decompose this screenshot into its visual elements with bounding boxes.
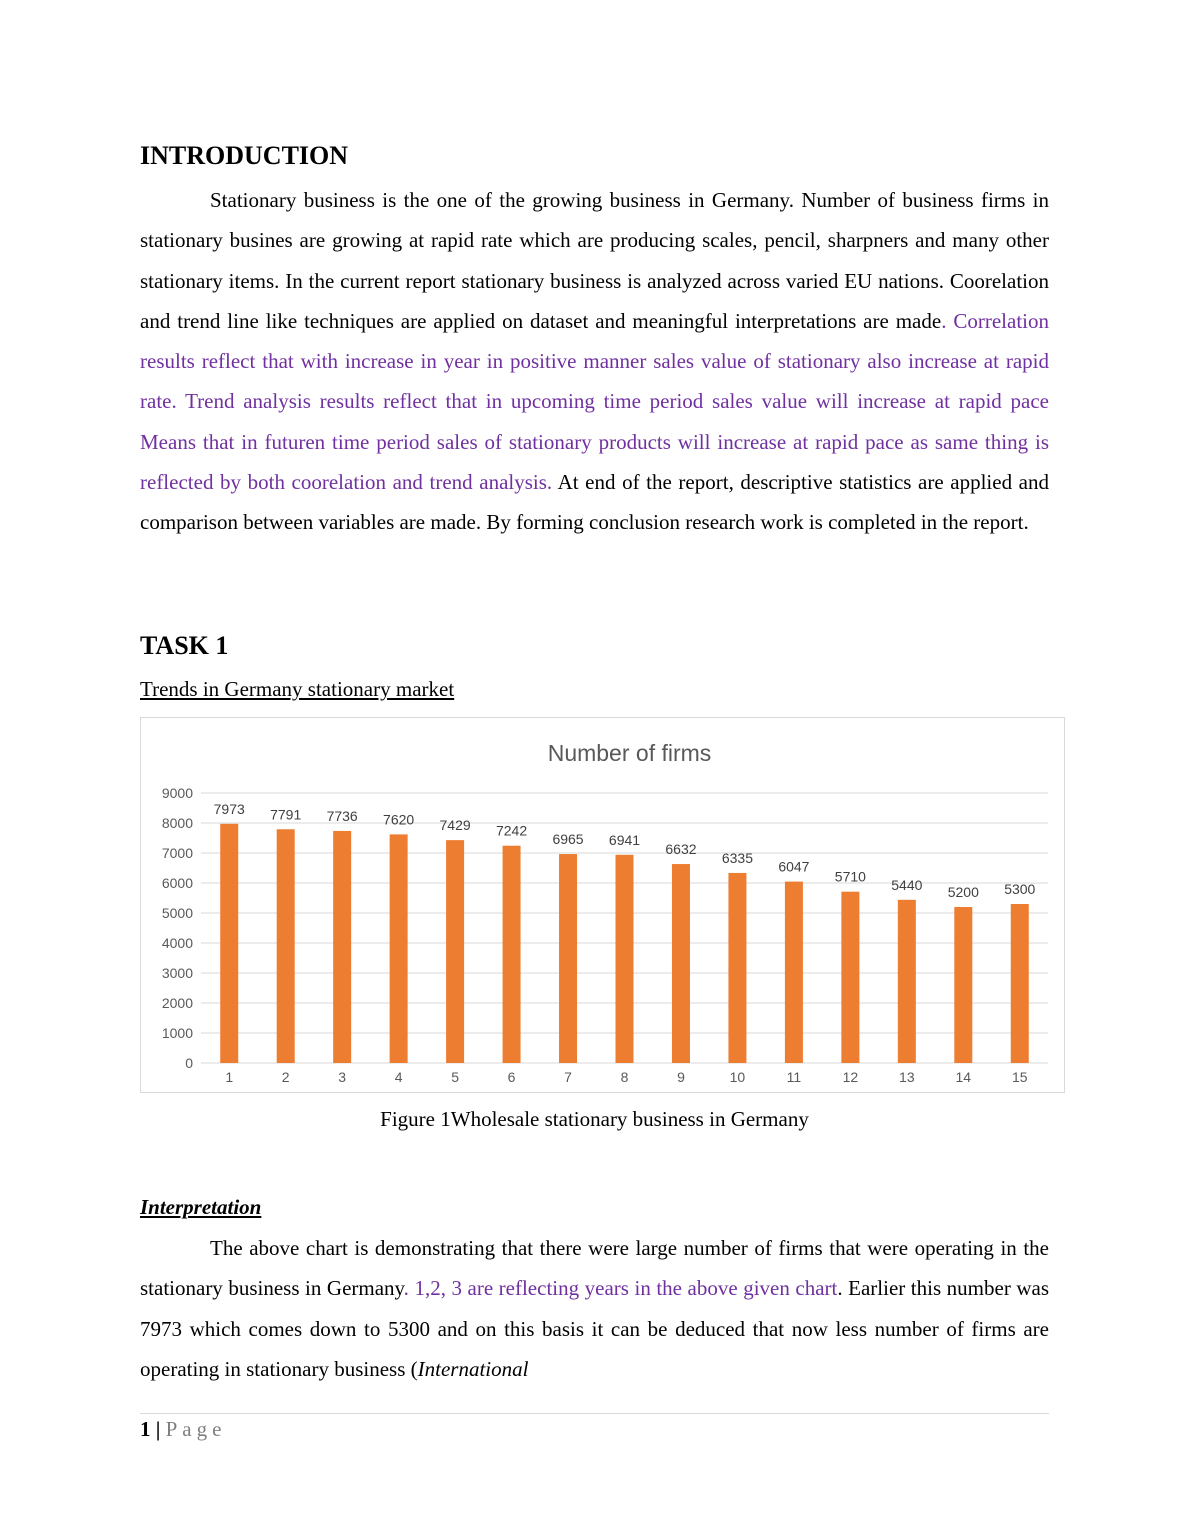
data-label: 5710 [834,868,866,885]
intro-text-1: Stationary business is the one of the growing business in Germany. Number of business firms in stationary busines are growing at rapid rate which are producing scales, pencil, sharpners and many other stationary items. In the current report stationary business is analyzed across varied EU nations. Coorelation and trend line like techniques are applied on dataset and meaningful interpretations are made [140,188,1049,333]
interp-highlight-text: . 1,2, 3 are reflecting years in the above given chart [403,1276,838,1301]
x-tick-label: 12 [842,1069,859,1085]
x-tick-label: 1 [225,1069,234,1085]
bar [841,892,859,1063]
bar [954,907,972,1063]
chart-title: Number of firms [547,740,712,766]
data-label: 6047 [778,858,810,875]
data-label: 7429 [439,817,471,834]
interp-text-2: . Earlier this number was 7973 which comes down to 5300 and on this basis it can be deduced that now less number of firms are operating in stationary business ( [140,1276,1049,1381]
x-tick-label: 4 [394,1069,403,1085]
bar [333,831,351,1063]
x-tick-label: 10 [729,1069,746,1085]
introduction-heading: INTRODUCTION [140,141,349,170]
data-label: 6335 [721,849,754,866]
data-label: 5440 [891,876,923,893]
data-label: 6965 [552,831,584,848]
bar [559,854,577,1063]
data-label: 6941 [608,831,641,848]
x-tick-label: 3 [338,1069,347,1085]
bar [503,846,521,1063]
y-tick-label: 5000 [161,905,193,921]
x-tick-label: 5 [451,1069,459,1085]
bar [728,873,746,1063]
interp-text-1: The above chart is demonstrating that there were large number of firms that were operating in the stationary business in Germany [140,1236,1049,1301]
intro-text-2: At end of the report, descriptive statistics are applied and comparison between variables are made. By forming conclusion research work is completed in the report. [140,470,1049,535]
y-tick-label: 0 [185,1055,193,1071]
footer-divider [140,1413,1049,1414]
page-footer [140,1417,226,1442]
x-tick-label: 15 [1011,1069,1028,1085]
bar [220,824,238,1063]
y-tick-label: 4000 [161,935,193,951]
data-label: 5300 [1004,881,1036,897]
x-tick-label: 8 [620,1069,629,1085]
number-of-firms-chart [140,717,1065,1093]
data-label: 7791 [270,806,302,823]
data-label: 7973 [213,800,245,817]
y-tick-label: 2000 [161,995,193,1011]
y-tick-label: 6000 [161,875,193,891]
bar [390,834,408,1063]
y-tick-label: 3000 [161,965,193,981]
bar [446,840,464,1063]
bar [616,855,634,1063]
page-label: Page [165,1417,227,1441]
interpretation-heading: Interpretation [140,1195,262,1219]
y-tick-label: 8000 [161,815,193,831]
bar [672,864,690,1063]
x-tick-label: 14 [955,1069,972,1085]
y-tick-label: 9000 [161,785,193,801]
intro-highlight-text: . Correlation results reflect that with increase in year in positive manner sales value of stationary also increase at rapid rate. Trend analysis results reflect that in upcoming time period sales value will increase at rapid pace Means that in futuren time period sales of stationary products will increase at rapid pace as same thing is reflected by both coorelation and trend analysis. [140,308,1050,495]
data-label: 5200 [947,884,979,900]
figure-caption: Figure 1Wholesale stationary business in Germany [380,1107,809,1131]
bar [277,829,295,1063]
data-label: 7242 [495,822,528,839]
y-tick-label: 1000 [161,1025,193,1041]
chart-svg [141,718,1066,1094]
x-tick-label: 13 [899,1069,915,1085]
y-tick-label: 7000 [161,845,193,861]
task1-subheading: Trends in Germany stationary market [140,677,455,701]
x-tick-label: 6 [507,1069,516,1085]
x-tick-label: 7 [564,1069,572,1085]
task1-heading: TASK 1 [140,631,229,660]
interpretation-paragraph [140,1228,1049,1389]
x-tick-label: 9 [677,1069,685,1085]
data-label: 7736 [326,807,358,824]
bar [898,900,916,1063]
bar [785,882,803,1063]
interp-citation-italic: International [417,1356,529,1381]
x-tick-label: 2 [281,1069,290,1085]
data-label: 7620 [383,811,415,828]
introduction-paragraph [140,180,1049,543]
data-label: 6632 [665,841,697,858]
footer-separator: | [150,1417,166,1441]
bar [1011,904,1029,1063]
x-tick-label: 11 [786,1069,802,1085]
page-number: 1 [140,1417,151,1441]
